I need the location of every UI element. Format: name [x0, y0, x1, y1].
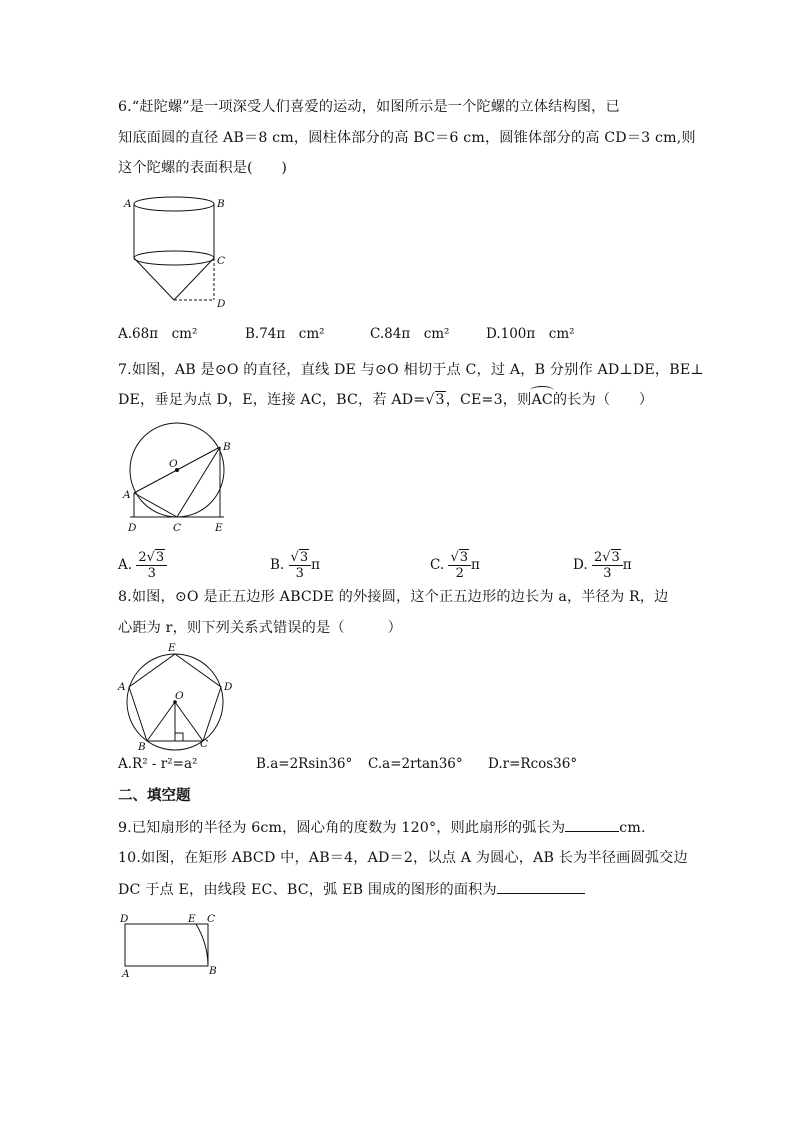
- q7-option-d[interactable]: D. $\frac{2√3}{3}$ π: [573, 550, 632, 581]
- q6-option-d[interactable]: D.100π cm²: [486, 326, 575, 342]
- section-fill-in-title: 二、填空题: [118, 788, 191, 804]
- q8-text-line2: 心距为 r，则下列关系式错误的是（ ）: [118, 620, 403, 636]
- q9-answer-blank[interactable]: [565, 817, 619, 832]
- q6-text-line2: 知底面圆的直径 AB＝8 cm，圆柱体部分的高 BC＝6 cm，圆锥体部分的高 CD＝3 cm,则: [118, 130, 696, 146]
- q7-label-d: D: [128, 522, 137, 534]
- q7-sqrt: √3: [425, 392, 445, 408]
- q8-label-e: E: [168, 642, 176, 654]
- q6-gyroscope-figure: [118, 190, 238, 310]
- q8-label-o: O: [175, 690, 184, 702]
- q8-text-line1: 8.如图，⊙O 是正五边形 ABCDE 的外接圆，这个正五边形的边长为 a，半径为 R，边: [118, 589, 669, 605]
- q8-pentagon-figure: [118, 640, 238, 755]
- q8-options: [118, 756, 678, 776]
- q10-rectangle-figure: [118, 912, 228, 982]
- q8-label-d: D: [224, 681, 233, 693]
- q6-option-b[interactable]: B.74π cm²: [245, 326, 325, 342]
- q10-text-line1: 10.如图，在矩形 ABCD 中，AB＝4，AD＝2，以点 A 为圆心，AB 长为半径画圆弧交边: [118, 850, 688, 866]
- q7-label-c: C: [173, 522, 182, 534]
- q7-arc-ac: AC: [531, 392, 553, 408]
- q6-label-c: C: [217, 255, 226, 267]
- q7-option-a[interactable]: A. $\frac{2√3}{3}$: [118, 550, 167, 581]
- q10-label-b: B: [209, 965, 217, 977]
- q7-text-part3: 的长为（ ）: [552, 392, 654, 408]
- q7-option-c[interactable]: C. $\frac{√3}{2}$ π: [430, 550, 480, 581]
- q7-label-e: E: [215, 522, 223, 534]
- q10-text-line2: DC 于点 E，由线段 EC、BC，弧 EB 围成的图形的面积为: [118, 879, 585, 900]
- q6-option-a[interactable]: A.68π cm²: [118, 326, 198, 342]
- q7-options: [118, 544, 678, 584]
- q7-label-o: O: [169, 458, 178, 470]
- q7-text-line2: [118, 390, 653, 410]
- q8-option-a[interactable]: A.R² - r²=a²: [118, 756, 198, 772]
- q6-label-d: D: [217, 298, 226, 310]
- q6-options: [118, 322, 678, 342]
- q10-label-e: E: [188, 913, 196, 925]
- q8-option-b[interactable]: B.a=2Rsin36°: [256, 756, 353, 772]
- q6-label-a: A: [124, 198, 132, 210]
- q6-text-line3: 这个陀螺的表面积是( ): [118, 160, 288, 176]
- q6-option-c[interactable]: C.84π cm²: [370, 326, 450, 342]
- q7-text-line1: 7.如图，AB 是⊙O 的直径，直线 DE 与⊙O 相切于点 C，过 A，B 分别作 AD⊥DE，BE⊥: [118, 362, 704, 378]
- q9-text: 9.已知扇形的半径为 6cm，圆心角的度数为 120°，则此扇形的弧长为 cm.: [118, 817, 646, 838]
- q8-option-d[interactable]: D.r=Rcos36°: [488, 756, 578, 772]
- q7-text-part2: ，CE=3，则: [445, 392, 532, 408]
- q6-label-b: B: [217, 198, 225, 210]
- q8-option-c[interactable]: C.a=2rtan36°: [368, 756, 463, 772]
- q7-label-a: A: [123, 489, 131, 501]
- q7-circle-figure: [118, 420, 248, 540]
- q10-answer-blank[interactable]: [497, 879, 585, 894]
- q6-text-line1: 6.“赶陀螺”是一项深受人们喜爱的运动，如图所示是一个陀螺的立体结构图，已: [118, 99, 620, 115]
- q8-label-b: B: [138, 741, 146, 753]
- q8-label-a: A: [118, 681, 126, 693]
- q10-label-c: C: [207, 913, 216, 925]
- q10-label-d: D: [120, 913, 129, 925]
- q7-text-part1: DE，垂足为点 D，E，连接 AC，BC，若 AD=: [118, 392, 426, 408]
- q7-option-b[interactable]: B. $\frac{√3}{3}$ π: [270, 550, 320, 581]
- q8-label-c: C: [200, 738, 209, 750]
- q10-label-a: A: [122, 968, 130, 980]
- q7-label-b: B: [223, 441, 231, 453]
